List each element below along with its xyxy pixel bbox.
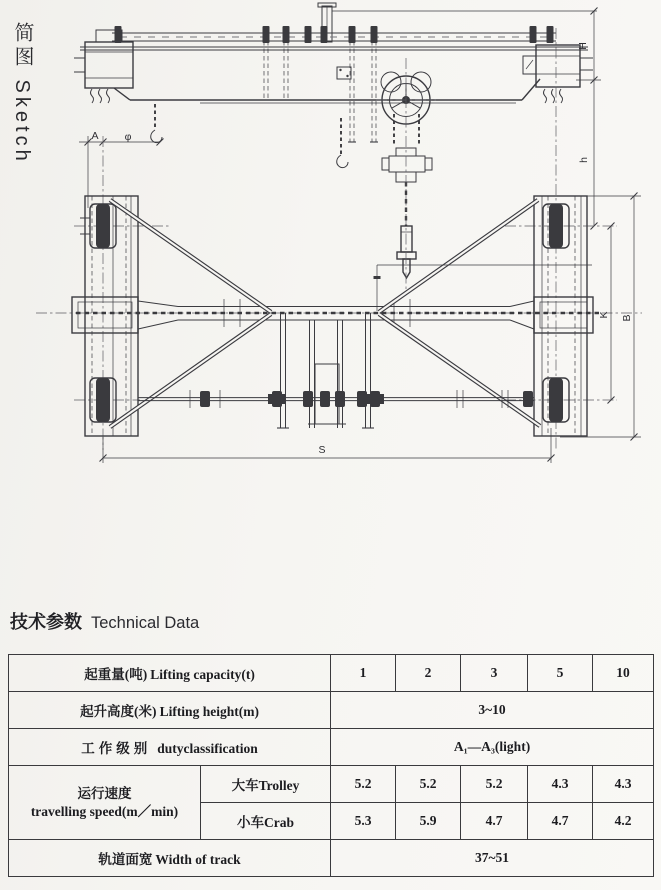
capacity-value: 2	[396, 655, 461, 692]
row-duty-classification	[9, 729, 654, 766]
capacity-value: 5	[528, 655, 593, 692]
crab-speed: 4.7	[461, 803, 528, 840]
hook-left-approach	[151, 104, 162, 143]
chain-block	[382, 148, 432, 182]
crab-speed: 4.2	[593, 803, 654, 840]
girder-plan	[72, 297, 600, 333]
heading-english: Technical Data	[91, 614, 200, 632]
dim-label-S: S	[318, 444, 326, 456]
trolley-speed: 5.2	[396, 766, 461, 803]
capacity-value: 3	[461, 655, 528, 692]
row-lifting-capacity	[9, 655, 654, 692]
trolley-speed: 5.2	[461, 766, 528, 803]
row-speed-trolley	[9, 766, 654, 803]
rail-hanger-bolts	[115, 26, 554, 43]
technical-data-table	[8, 654, 654, 877]
bridge-girder	[80, 47, 588, 103]
technical-data-heading	[10, 608, 199, 634]
end-carriage-right-elevation	[523, 45, 593, 103]
lifting-height-value: 3~10	[331, 692, 654, 729]
trolley-speed: 4.3	[528, 766, 593, 803]
trolley-speed: 4.3	[593, 766, 654, 803]
runway-rail	[112, 33, 556, 41]
row-width-of-track	[9, 840, 654, 877]
trolley-speed: 5.2	[331, 766, 396, 803]
crab-speed: 4.7	[528, 803, 593, 840]
duty-classification-label: 工作级别 dutyclassification	[9, 729, 331, 766]
capacity-value: 10	[593, 655, 654, 692]
travel-drive-frame	[277, 313, 374, 428]
suspension-rods	[264, 41, 378, 142]
lifting-capacity-label: 起重量(吨) Lifting capacity(t)	[9, 655, 331, 692]
crab-speed: 5.3	[331, 803, 396, 840]
dim-label-A: A	[91, 130, 99, 142]
crane-elevation-view	[74, 3, 601, 278]
dim-label-phi: φ	[124, 131, 132, 143]
capacity-value: 1	[331, 655, 396, 692]
dim-label-H: H	[577, 42, 589, 50]
width-of-track-label: 轨道面宽 Width of track	[9, 840, 331, 877]
hand-chain-mid	[337, 118, 348, 168]
travelling-speed-label: 运行速度 travelling speed(m／min)	[9, 766, 201, 840]
row-lifting-height	[9, 692, 654, 729]
duty-classification-value: A₁—A₃(light)	[331, 729, 654, 766]
lifting-height-label: 起升高度(米) Lifting height(m)	[9, 692, 331, 729]
dim-label-B: B	[621, 314, 633, 322]
trolley-label: 大车Trolley	[201, 766, 331, 803]
dimension-S	[100, 428, 555, 463]
crab-speed: 5.9	[396, 803, 461, 840]
heading-chinese: 技术参数	[10, 612, 82, 632]
dim-label-K: K	[598, 311, 610, 319]
sketch-section-title: 简图 Sketch	[11, 22, 33, 165]
dim-label-h: h	[578, 157, 590, 163]
hook-block	[397, 182, 416, 278]
width-of-track-value: 37~51	[331, 840, 654, 877]
crab-label: 小车Crab	[201, 803, 331, 840]
shaft-couplings	[200, 391, 533, 407]
drive-shaft	[138, 390, 534, 408]
